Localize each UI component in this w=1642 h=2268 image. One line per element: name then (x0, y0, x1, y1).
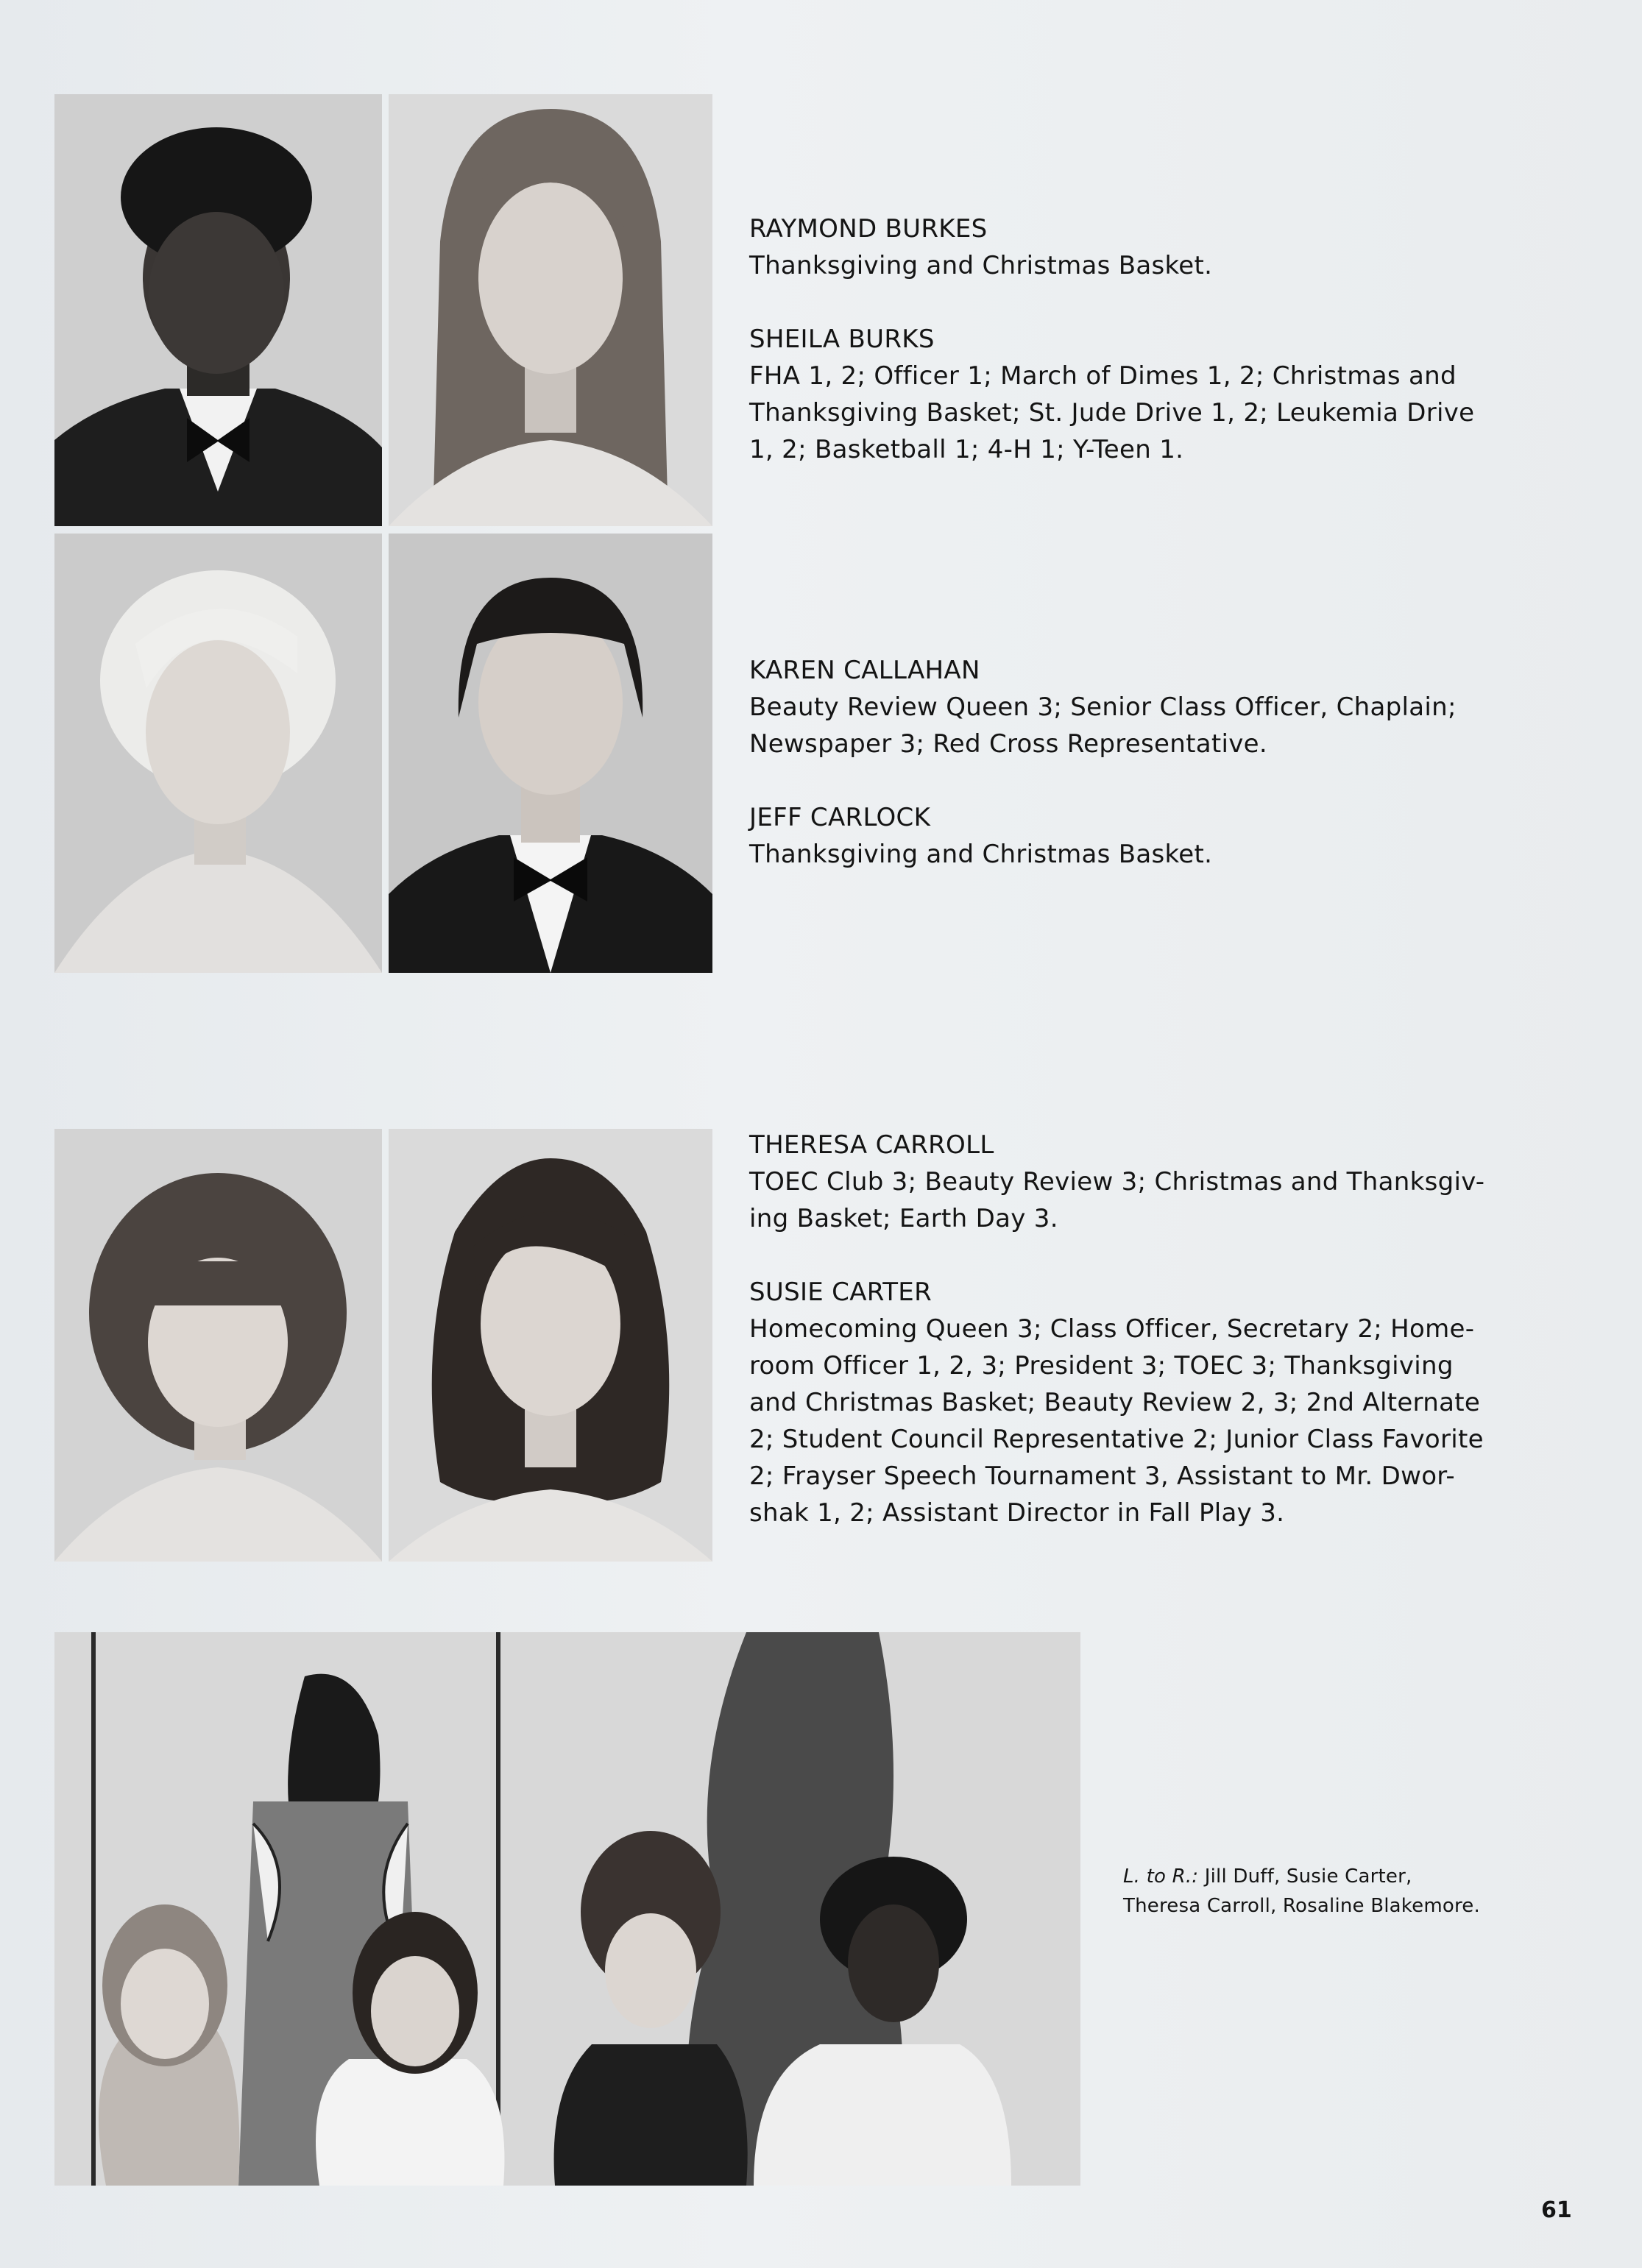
student-name: THERESA CARROLL (749, 1130, 994, 1160)
caption-text: Jill Duff, Susie Carter, Theresa Carroll, Rosaline Blakemore. (1123, 1865, 1480, 1917)
bio-theresa-carroll (749, 1127, 1493, 1237)
bio-jeff-carlock (749, 799, 1493, 873)
student-activities: FHA 1, 2; Officer 1; March of Dimes 1, 2; Christmas and Thanksgiving Basket; St. Jude Drive 1, 2; Leukemia Drive 1, 2; Basketball 1; 4-H 1; Y-Teen 1. (749, 361, 1475, 464)
portrait-jeff-carlock (389, 534, 712, 973)
portrait-raymond-burkes (54, 94, 382, 526)
student-activities: Thanksgiving and Christmas Basket. (749, 840, 1213, 869)
bio-karen-callahan (749, 652, 1493, 762)
bio-sheila-burks (749, 321, 1493, 468)
group-photo (54, 1632, 1080, 2186)
student-activities: Thanksgiving and Christmas Basket. (749, 251, 1213, 280)
student-name: SHEILA BURKS (749, 325, 935, 354)
portrait-sheila-burks (389, 94, 712, 526)
caption-lead: L. to R.: (1123, 1865, 1199, 1888)
portrait-theresa-carroll (54, 1129, 382, 1562)
bio-raymond-burkes (749, 210, 1493, 284)
portrait-susie-carter (389, 1129, 712, 1562)
student-name: SUSIE CARTER (749, 1277, 932, 1307)
student-name: RAYMOND BURKES (749, 214, 988, 244)
student-activities: Homecoming Queen 3; Class Officer, Secretary 2; Home-room Officer 1, 2, 3; President 3; TOEC 3; Thanksgiving and Christmas Basket; Beauty Review 2, 3; 2nd Alternate 2; Student Council Representative 2; Junior Class Favorite 2; Frayser Speech Tournament 3, Assistant to Mr. Dwor-shak 1, 2; Assistant Director in Fall Play 3. (749, 1314, 1484, 1528)
student-name: JEFF CARLOCK (749, 803, 931, 832)
portrait-karen-callahan (54, 534, 382, 973)
student-name: KAREN CALLAHAN (749, 656, 980, 685)
group-photo-caption (1123, 1862, 1491, 1921)
bio-susie-carter (749, 1274, 1493, 1531)
student-activities: Beauty Review Queen 3; Senior Class Officer, Chaplain; Newspaper 3; Red Cross Representative. (749, 692, 1457, 759)
student-activities: TOEC Club 3; Beauty Review 3; Christmas and Thanksgiv-ing Basket; Earth Day 3. (749, 1167, 1485, 1233)
page-number: 61 (1541, 2197, 1572, 2223)
